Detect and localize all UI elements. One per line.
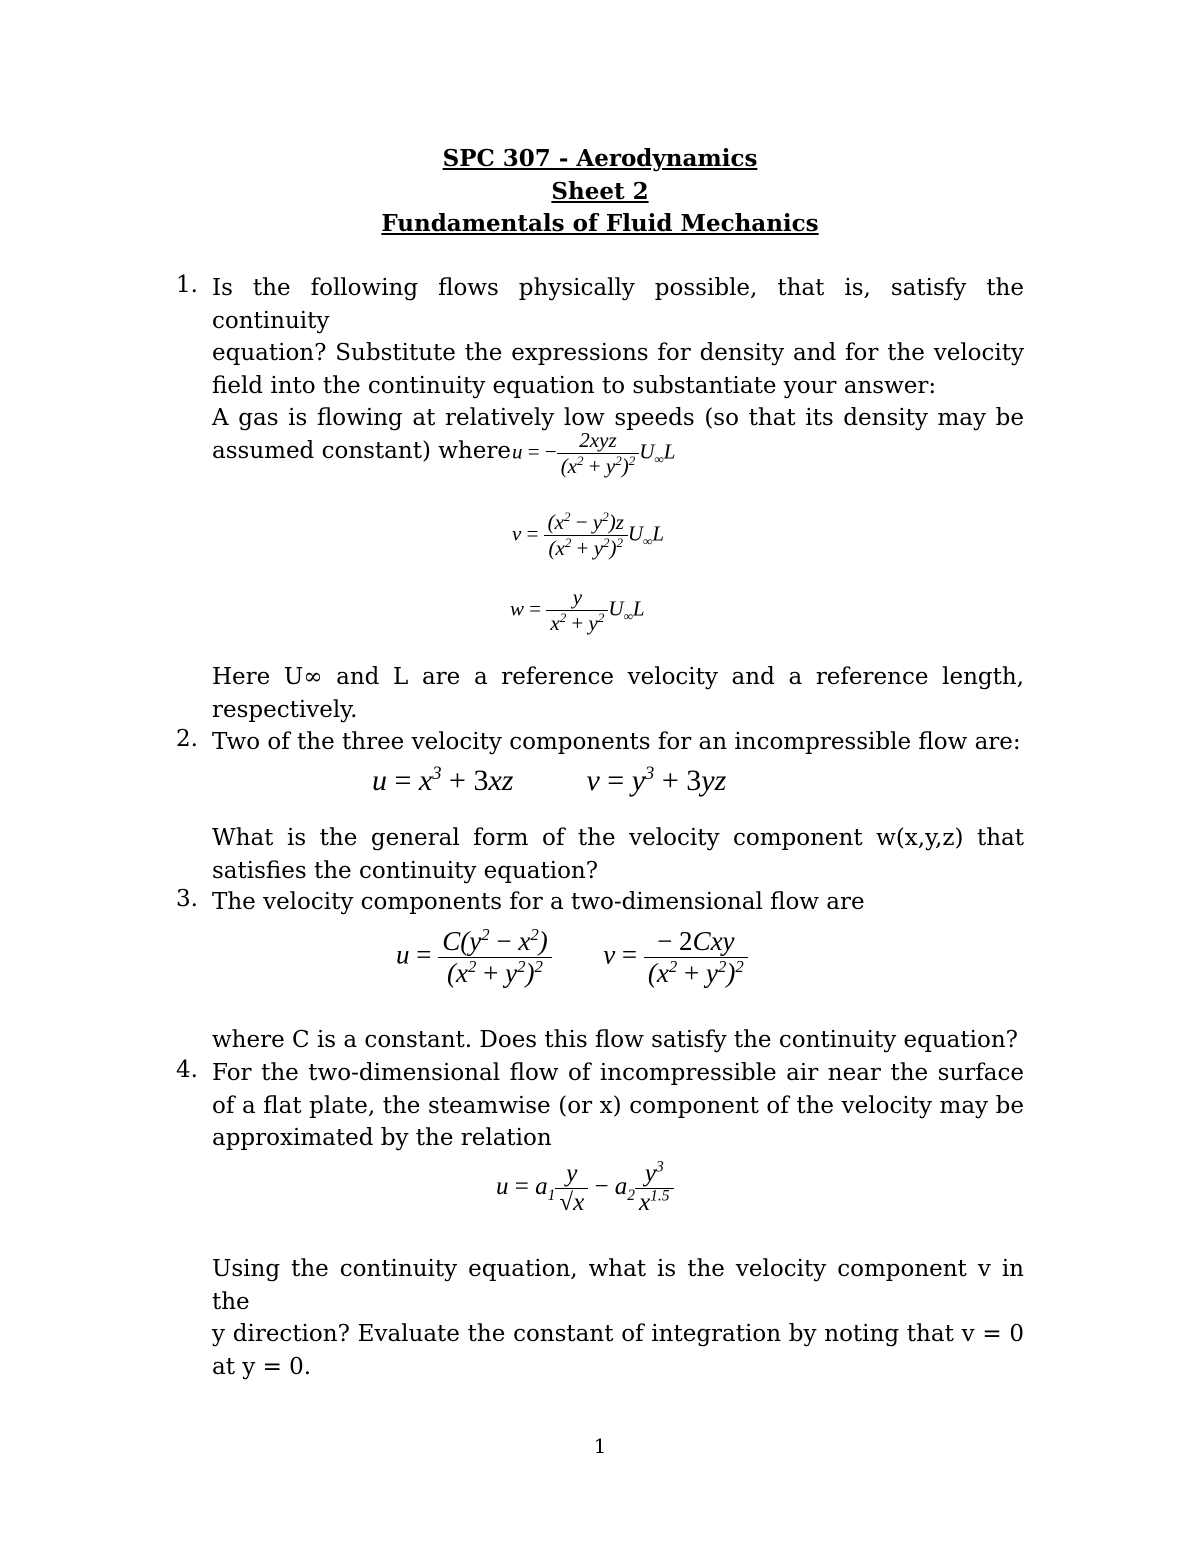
equation-uv-2: $u = x^3 + 3xz$ $v = y^3 + 3yz$ — [372, 763, 727, 797]
problem-2-followup-line: satisfies the continuity equation? — [212, 857, 599, 884]
problem-4-followup-line: at y = 0. — [212, 1353, 312, 1380]
topic-title: Fundamentals of Fluid Mechanics — [381, 210, 819, 237]
problem-1-line: assumed constant) where — [212, 437, 511, 464]
page-number: 1 — [593, 1434, 607, 1458]
problem-3-followup-line: where C is a constant. Does this flow satisfy the continuity equation? — [212, 1027, 1018, 1053]
problem-4-text — [212, 1057, 1024, 1155]
problem-3-text — [212, 886, 1024, 919]
problem-1-followup-line: Here U∞ and L are a reference velocity and a reference length, — [212, 664, 1024, 690]
equation-w-1: w = $\frac{y}{x^2 + y^2}$ $U_\infty L$ — [510, 585, 645, 635]
problem-4-line: For the two-dimensional flow of incompressible air near the surface — [212, 1060, 1024, 1086]
problem-4-number: 4. — [176, 1057, 198, 1083]
problem-2-followup-line: What is the general form of the velocity component w(x,y,z) that — [212, 825, 1024, 851]
problem-3-line: The velocity components for a two-dimensional flow are — [212, 889, 865, 915]
problem-1-followup-line: respectively. — [212, 696, 358, 723]
problem-4-followup-line: y direction? Evaluate the constant of integration by noting that v = 0 — [212, 1321, 1024, 1347]
equation-u-4: $u = a_1$ $\frac{y}{√x}$ − $a_2$ $\frac{y^3}{x^{1.5}}$ — [496, 1160, 674, 1217]
problem-4-followup-line: Using the continuity equation, what is the velocity component v in the — [212, 1256, 1024, 1315]
problem-1-line: Is the following flows physically possible, that is, satisfy the continuity — [212, 275, 1024, 334]
problem-1-line: equation? Substitute the expressions for density and for the velocity — [212, 340, 1024, 366]
problem-2-line: Two of the three velocity components for an incompressible flow are: — [212, 729, 1021, 755]
problem-4-line: approximated by the relation — [212, 1125, 552, 1151]
equation-uv-3: u = $\frac{C(y^2 - x^2)}{(x^2 + y^2)^2}$ v = $\frac{\text{− 2Cxy}}{(x^2 + y^2)^2}$ — [396, 926, 748, 989]
problem-1-line: A gas is flowing at relatively low speeds (so that its density may be — [212, 405, 1024, 431]
problem-2-number: 2. — [176, 726, 198, 752]
problem-2-followup — [212, 822, 1024, 887]
problem-4-line: of a flat plate, the steamwise (or x) component of the velocity may be — [212, 1092, 1024, 1119]
sheet-title: Sheet 2 — [551, 178, 649, 205]
problem-4-followup — [212, 1253, 1024, 1383]
equation-u-1: u = − $\frac{\text{2xyz}}{(x^2 + y^2)^2}$ $U_\infty L$ — [512, 428, 676, 478]
problem-1-number: 1. — [176, 272, 198, 298]
problem-2-text — [212, 726, 1024, 759]
problem-1-line: field into the continuity equation to substantiate your answer: — [212, 372, 937, 399]
problem-3-number: 3. — [176, 886, 198, 912]
equation-v-1: v = $\frac{(x^2 - y^2)z}{(x^2 + y^2)^2}$ $U_\infty L$ — [512, 509, 665, 560]
course-title: SPC 307 - Aerodynamics — [442, 145, 758, 172]
problem-1-followup — [212, 661, 1024, 726]
problem-3-followup — [212, 1024, 1024, 1057]
